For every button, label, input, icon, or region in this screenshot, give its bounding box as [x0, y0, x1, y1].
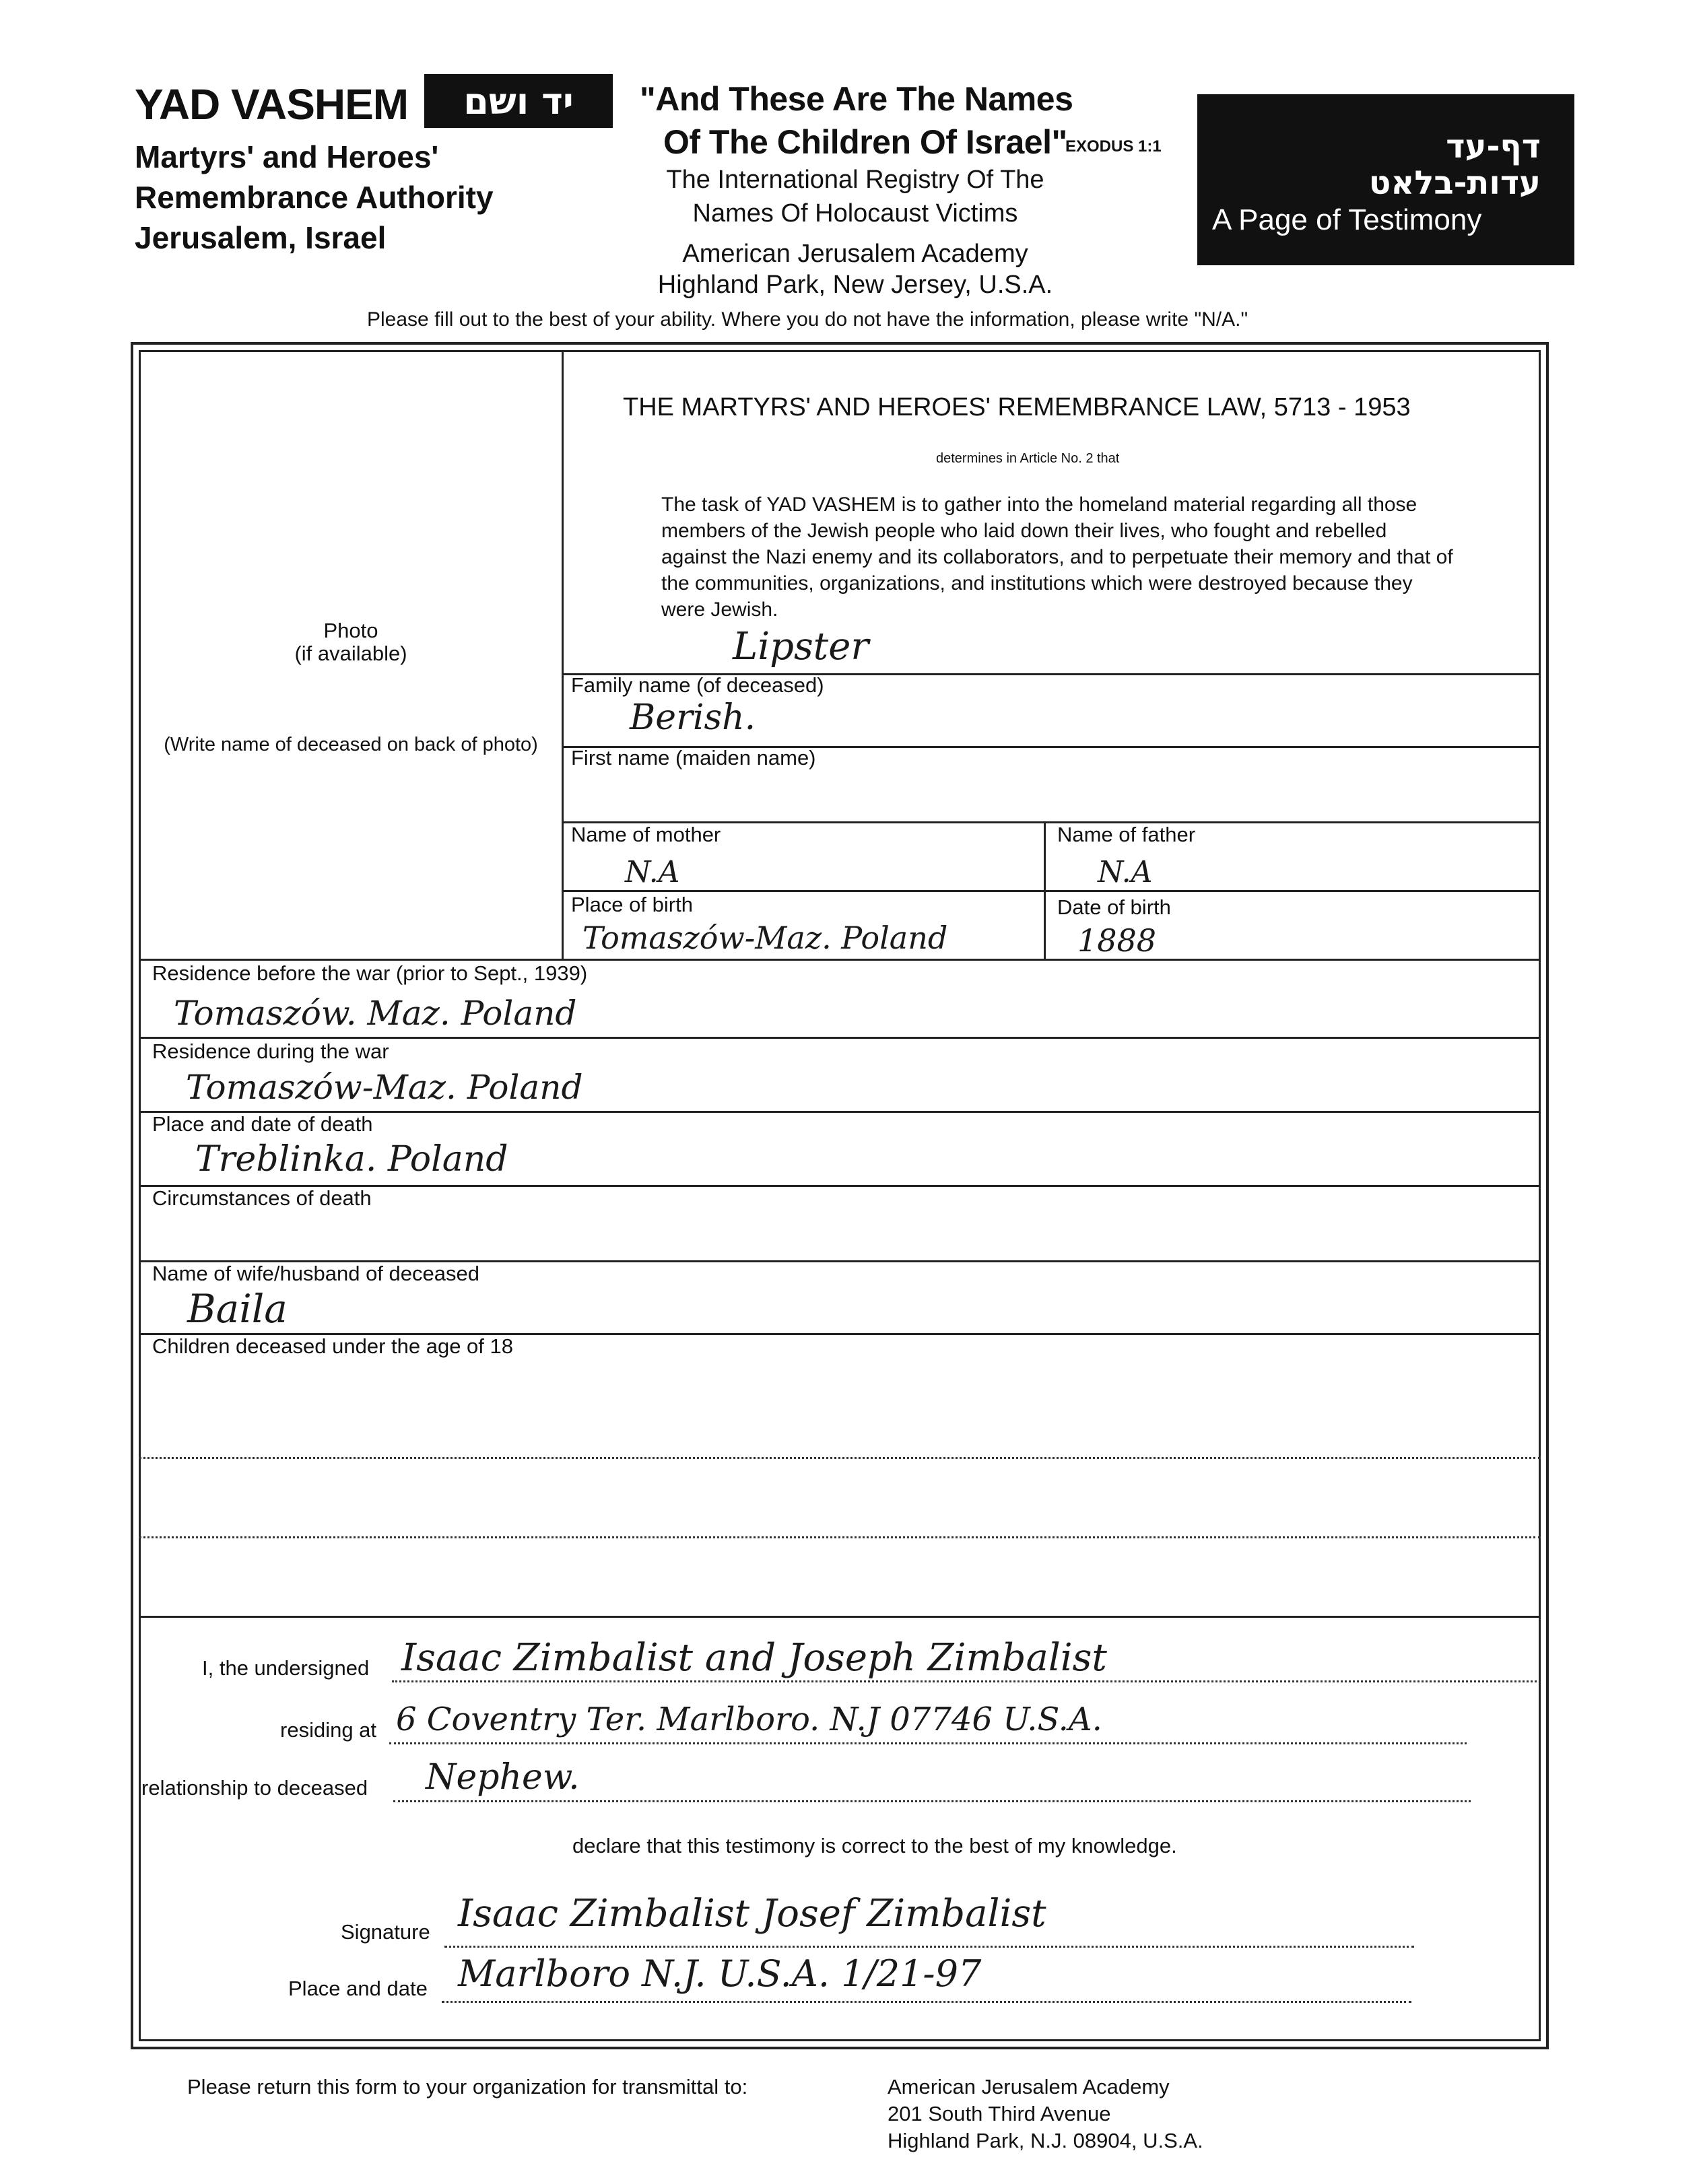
mother-label: Name of mother: [571, 823, 721, 846]
signature-value[interactable]: Isaac Zimbalist Josef Zimbalist: [458, 1892, 1046, 1936]
residence-before-label: Residence before the war (prior to Sept., 1939): [152, 961, 588, 985]
rule: [139, 1616, 1541, 1618]
law-title: THE MARTYRS' AND HEROES' REMEMBRANCE LAW, 5713 - 1953: [623, 393, 1411, 421]
family-name-label: Family name (of deceased): [571, 673, 824, 697]
box-hebrew-line-1: דף-עד: [1446, 128, 1541, 166]
relationship-line: [393, 1800, 1471, 1802]
death-place-date-value[interactable]: Treblinka. Poland: [195, 1139, 508, 1180]
date-of-birth-label: Date of birth: [1057, 895, 1171, 919]
photo-note: (Write name of deceased on back of photo): [164, 734, 538, 755]
children-dotted-line-2: [139, 1536, 1541, 1538]
undersigned-line: [392, 1680, 1537, 1682]
instructions: Please fill out to the best of your ability. Where you do not have the information, please write "N/A.": [367, 308, 1248, 331]
undersigned-label: I, the undersigned: [202, 1656, 370, 1680]
father-value[interactable]: N.A: [1098, 855, 1153, 889]
place-of-birth-label: Place of birth: [571, 893, 693, 916]
rule: [139, 1037, 1541, 1039]
children-dotted-line-1: [139, 1457, 1541, 1459]
first-name-value[interactable]: Berish.: [630, 697, 756, 738]
residing-line: [389, 1742, 1467, 1744]
registry-line-2: Names Of Holocaust Victims: [692, 199, 1018, 228]
quote-reference: EXODUS 1:1: [1065, 137, 1162, 156]
academy-line-1: American Jerusalem Academy: [682, 240, 1028, 268]
residence-before-value[interactable]: Tomaszów. Maz. Poland: [174, 994, 577, 1033]
box-title: A Page of Testimony: [1212, 203, 1482, 236]
relationship-value[interactable]: Nephew.: [426, 1757, 580, 1798]
death-place-date-label: Place and date of death: [152, 1112, 373, 1136]
residing-value[interactable]: 6 Coventry Ter. Marlboro. N.J 07746 U.S.A.: [396, 1701, 1102, 1738]
quote-line-1: "And These Are The Names: [640, 80, 1073, 118]
address-line-3: Highland Park, N.J. 08904, U.S.A.: [888, 2129, 1203, 2152]
return-address: [888, 2074, 1203, 2154]
org-line-1: Martyrs' and Heroes': [135, 139, 439, 174]
page-of-testimony-box: [1197, 94, 1574, 265]
signature-label: Signature: [341, 1920, 430, 1944]
father-label: Name of father: [1057, 823, 1196, 846]
photo-label: [139, 619, 563, 665]
family-name-value[interactable]: Lipster: [733, 625, 869, 669]
place-date-label: Place and date: [288, 1977, 428, 2000]
date-of-birth-value[interactable]: 1888: [1077, 922, 1157, 959]
return-text: Please return this form to your organization for transmittal to:: [187, 2075, 748, 2098]
mother-value[interactable]: N.A: [625, 855, 680, 889]
residing-label: residing at: [280, 1718, 377, 1742]
org-name: YAD VASHEM: [135, 80, 409, 129]
registry-line-1: The International Registry Of The: [666, 166, 1044, 194]
relationship-label: relationship to deceased: [141, 1776, 368, 1800]
residence-during-value[interactable]: Tomaszów-Maz. Poland: [186, 1068, 583, 1107]
rule: [139, 959, 1541, 961]
residence-during-label: Residence during the war: [152, 1039, 389, 1063]
declaration-statement: declare that this testimony is correct to the best of my knowledge.: [572, 1834, 1177, 1857]
academy-line-2: Highland Park, New Jersey, U.S.A.: [657, 271, 1053, 299]
children-label: Children deceased under the age of 18: [152, 1334, 514, 1358]
spouse-value[interactable]: Baila: [187, 1286, 288, 1332]
place-of-birth-value[interactable]: Tomaszów-Maz. Poland: [582, 920, 948, 956]
quote-line-2: Of The Children Of Israel": [663, 123, 1067, 161]
undersigned-value[interactable]: Isaac Zimbalist and Joseph Zimbalist: [401, 1636, 1107, 1680]
place-date-line: [442, 2001, 1411, 2003]
law-subtitle: determines in Article No. 2 that: [936, 451, 1120, 466]
org-line-3: Jerusalem, Israel: [135, 220, 387, 255]
photo-label-line-1: Photo: [323, 619, 378, 642]
rule: [562, 890, 1541, 892]
photo-label-line-2: (if available): [294, 642, 407, 665]
place-date-value[interactable]: Marlboro N.J. U.S.A. 1/21-97: [458, 1952, 982, 1995]
spouse-label: Name of wife/husband of deceased: [152, 1262, 479, 1285]
box-hebrew-line-2: עדות-בלאט: [1368, 164, 1541, 202]
circumstances-label: Circumstances of death: [152, 1186, 372, 1210]
first-name-label: First name (maiden name): [571, 746, 816, 770]
address-line-2: 201 South Third Avenue: [888, 2102, 1111, 2125]
address-line-1: American Jerusalem Academy: [888, 2075, 1170, 2098]
org-name-hebrew-logo: יד ושם: [424, 74, 613, 128]
signature-line: [444, 1946, 1414, 1948]
law-text: The task of YAD VASHEM is to gather into the homeland material regarding all those members of the Jewish people who laid down their lives, who fought and rebelled against the Nazi enemy and its collaborators, and to perpetuate their memory and that of the communities, organizations, and institutions which were destroyed because they were Jewish.: [661, 493, 1453, 621]
org-line-2: Remembrance Authority: [135, 180, 494, 215]
